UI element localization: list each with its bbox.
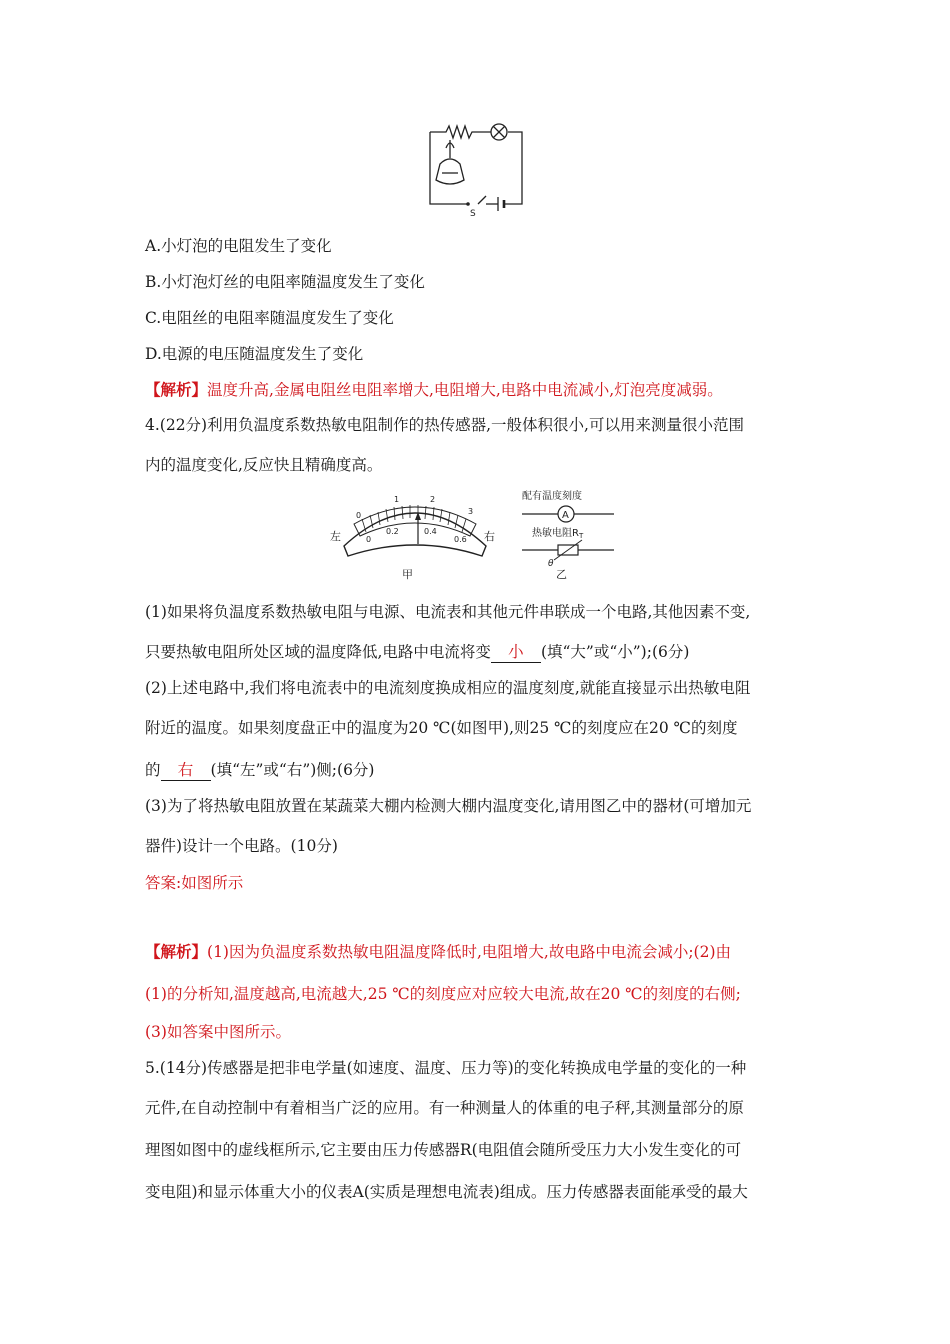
dial-right-label: 右 (484, 530, 495, 543)
q4-p2-line1: (2)上述电路中,我们将电流表中的电流刻度换成相应的温度刻度,就能直接显示出热敏电阻 (145, 679, 751, 697)
q4-p1-text-after: (填“大”或“小”);(6分) (540, 643, 690, 661)
dial-lower-tick-2: 0.4 (424, 527, 437, 536)
analysis-text: 温度升高,金属电阻丝电阻率增大,电阻增大,电路中电流减小,灯泡亮度减弱。 (207, 381, 723, 399)
components-figure (518, 488, 628, 584)
dial-upper-tick-0: 0 (356, 511, 362, 520)
q4-analysis-line2: (1)的分析知,温度越高,电流越大,25 ℃的刻度应对应较大电流,故在20 ℃的刻度的右侧; (145, 985, 741, 1003)
dial-lower-tick-1: 0.2 (386, 527, 399, 536)
q4-analysis-line1 (145, 942, 731, 962)
ammeter-symbol: A (562, 510, 569, 521)
ammeter-label: 配有温度刻度 (522, 491, 582, 502)
analysis-1 (145, 380, 723, 400)
q4-p1-line1: (1)如果将负温度系数热敏电阻与电源、电流表和其他元件串联成一个电路,其他因素不变, (145, 603, 751, 621)
q4-p3-line1: (3)为了将热敏电阻放置在某蔬菜大棚内检测大棚内温度变化,请用图乙中的器材(可增加元 (145, 797, 752, 815)
q4-stem-line1: 4.(22分)利用负温度系数热敏电阻制作的热传感器,一般体积很小,可以用来测量很小范围 (145, 416, 744, 434)
q4-p1-answer: 小 (491, 642, 541, 663)
q4-p1-line2 (145, 642, 689, 663)
dial-left-label: 左 (330, 530, 341, 543)
q4-p3-line2: 器件)设计一个电路。(10分) (145, 837, 338, 855)
option-a: A.小灯泡的电阻发生了变化 (145, 237, 332, 255)
q4-analysis-tag: 【解析】 (145, 942, 208, 961)
q5-line3: 理图如图中的虚线框所示,它主要由压力传感器R(电阻值会随所受压力大小发生变化的可 (145, 1141, 742, 1159)
q5-line1: 5.(14分)传感器是把非电学量(如速度、温度、压力等)的变化转换成电学量的变化的一种 (145, 1059, 747, 1077)
q4-p2-line2: 附近的温度。如果刻度盘正中的温度为20 ℃(如图甲),则25 ℃的刻度应在20 ℃的刻度 (145, 719, 738, 737)
option-b: B.小灯泡灯丝的电阻率随温度发生了变化 (145, 273, 425, 291)
q4-p2-answer: 右 (161, 760, 211, 781)
option-d: D.电源的电压随温度发生了变化 (145, 345, 364, 363)
circuit-figure-top (420, 118, 530, 218)
q4-analysis-line3: (3)如答案中图所示。 (145, 1023, 291, 1041)
dial-lower-tick-0: 0 (366, 535, 372, 544)
thermistor-label: 热敏电阻$R_T$ (532, 528, 584, 540)
q4-answer: 答案:如图所示 (145, 874, 244, 892)
analysis-tag: 【解析】 (145, 380, 208, 399)
figure-yi-caption: 乙 (556, 568, 567, 581)
q4-p2-text-after: (填“左”或“右”)侧;(6分) (210, 761, 375, 779)
q4-stem-line2: 内的温度变化,反应快且精确度高。 (145, 456, 383, 474)
dial-upper-tick-1: 1 (394, 495, 400, 504)
q4-analysis-text1: (1)因为负温度系数热敏电阻温度降低时,电阻增大,故电路中电流会减小;(2)由 (207, 943, 732, 961)
meter-dial-figure (330, 486, 500, 586)
theta-label: θ (548, 559, 554, 569)
q4-p2-text: 的 (145, 761, 161, 779)
q4-p2-line3 (145, 760, 375, 781)
option-c: C.电阻丝的电阻率随温度发生了变化 (145, 309, 394, 327)
dial-upper-tick-3: 3 (468, 507, 474, 516)
figure-jia-caption: 甲 (402, 568, 413, 581)
dial-upper-tick-2: 2 (430, 495, 436, 504)
q5-line4: 变电阻)和显示体重大小的仪表A(实质是理想电流表)组成。压力传感器表面能承受的最大 (145, 1183, 748, 1201)
switch-label: S (470, 209, 476, 218)
q4-p1-text: 只要热敏电阻所处区域的温度降低,电路中电流将变 (145, 643, 491, 661)
q5-line2: 元件,在自动控制中有着相当广泛的应用。有一种测量人的体重的电子秤,其测量部分的原 (145, 1099, 744, 1117)
dial-lower-tick-3: 0.6 (454, 535, 467, 544)
